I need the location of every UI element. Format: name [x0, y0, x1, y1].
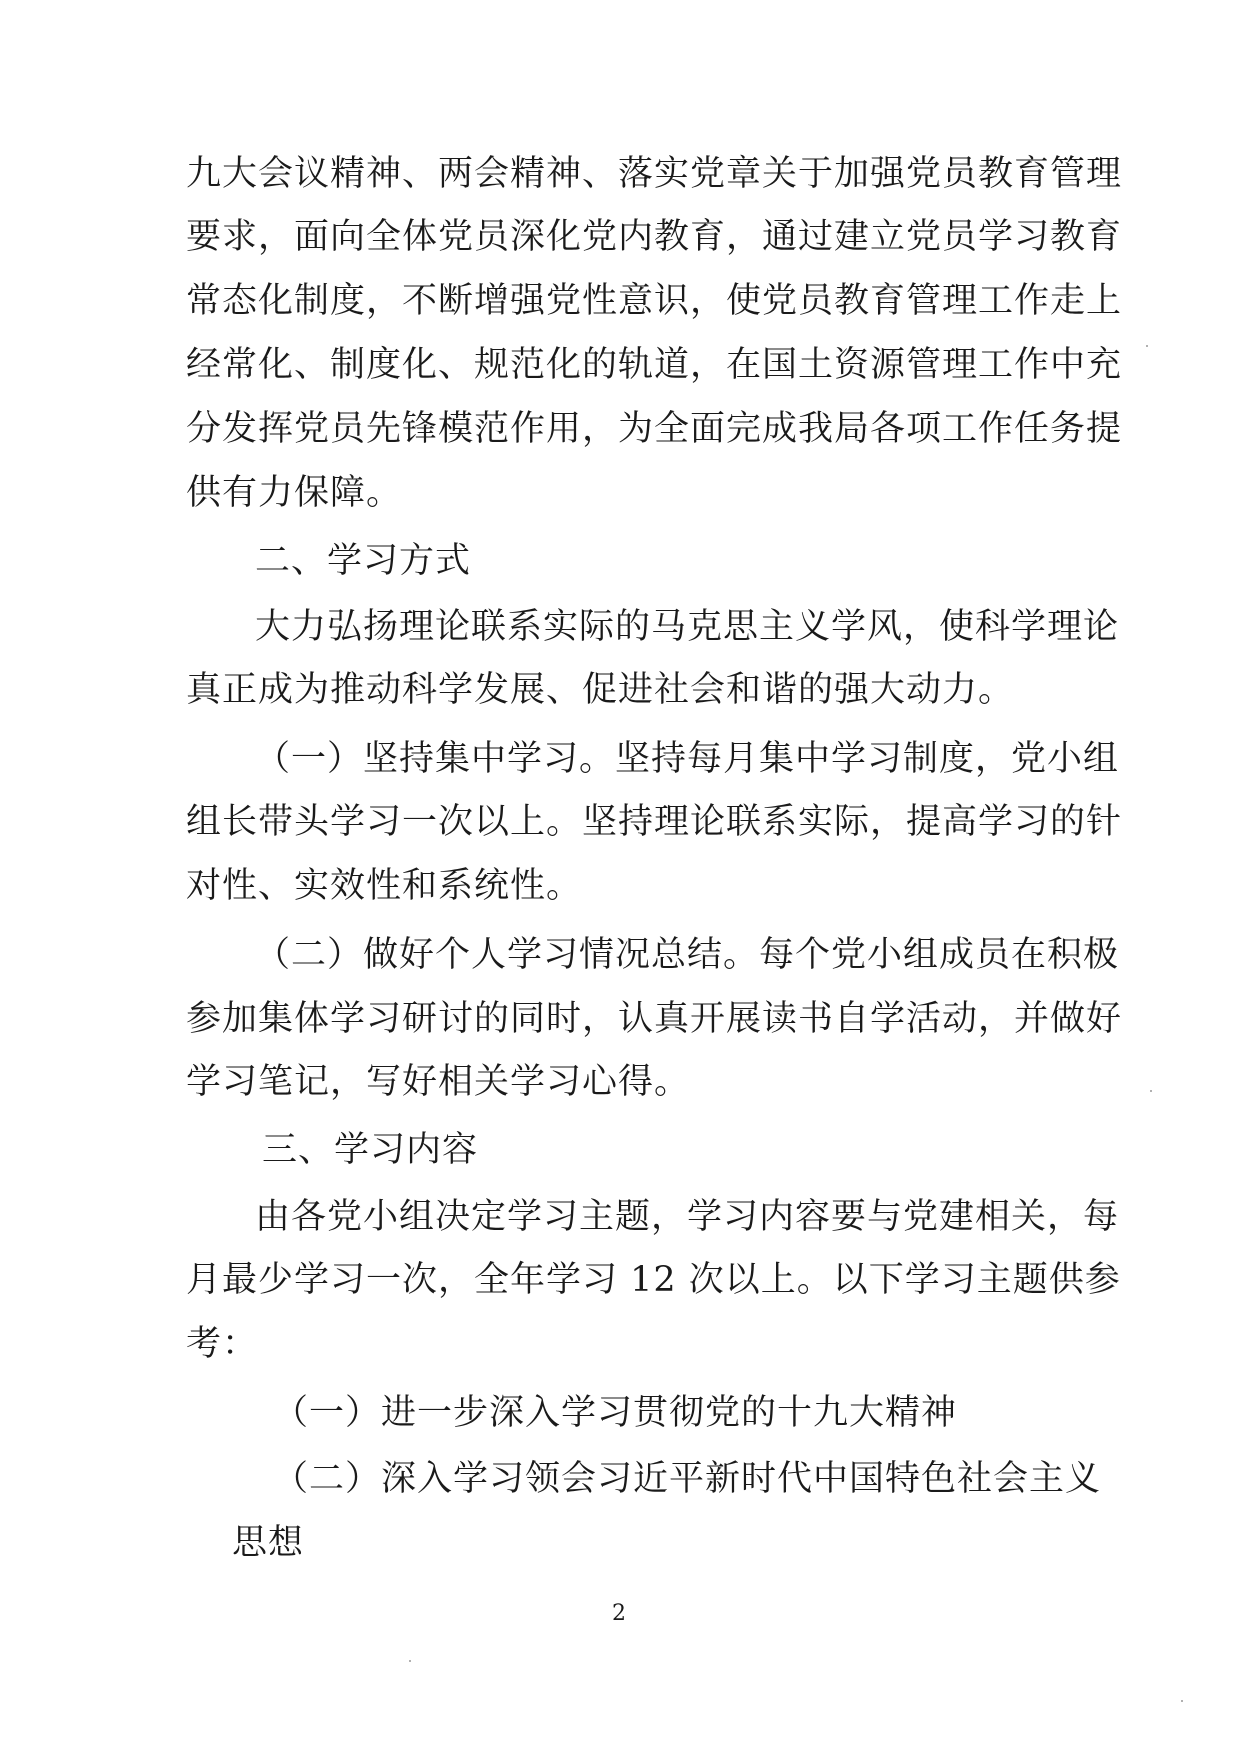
paragraph-line: 考： — [186, 1324, 259, 1364]
page-number: 2 — [612, 1601, 626, 1626]
paragraph-line: 组长带头学习一次以上。坚持理论联系实际，提高学习的针 — [186, 802, 1123, 842]
study-topic-continuation: 思想 — [232, 1523, 305, 1563]
scan-speck — [409, 1660, 411, 1662]
paragraph-line: 由各党小组决定学习主题，学习内容要与党建相关，每 — [255, 1197, 1120, 1237]
study-topic-item: （一）进一步深入学习贯彻党的十九大精神 — [273, 1393, 958, 1433]
paragraph-line: 对性、实效性和系统性。 — [186, 866, 583, 906]
scan-speck — [1150, 1090, 1152, 1092]
paragraph-line: 学习笔记，写好相关学习心得。 — [186, 1062, 691, 1102]
paragraph-line: 大力弘扬理论联系实际的马克思主义学风，使科学理论 — [255, 607, 1120, 647]
study-topic-item: （二）深入学习领会习近平新时代中国特色社会主义 — [273, 1459, 1102, 1499]
paragraph-line: 月最少学习一次，全年学习 12 次以上。以下学习主题供参 — [186, 1260, 1121, 1300]
paragraph-line: 参加集体学习研讨的同时，认真开展读书自学活动，并做好 — [186, 999, 1123, 1039]
paragraph-line: （一）坚持集中学习。坚持每月集中学习制度，党小组 — [255, 739, 1120, 779]
section-heading-study-method: 二、学习方式 — [255, 541, 472, 581]
paragraph-line: 分发挥党员先锋模范作用，为全面完成我局各项工作任务提 — [186, 409, 1123, 449]
scan-speck — [1181, 1700, 1183, 1702]
paragraph-line: 真正成为推动科学发展、促进社会和谐的强大动力。 — [186, 670, 1015, 710]
scan-speck — [1146, 345, 1148, 347]
paragraph-line: 九大会议精神、两会精神、落实党章关于加强党员教育管理 — [186, 154, 1123, 194]
paragraph-line: （二）做好个人学习情况总结。每个党小组成员在积极 — [255, 935, 1120, 975]
section-heading-study-content: 三、学习内容 — [262, 1130, 479, 1170]
paragraph-line: 经常化、制度化、规范化的轨道，在国土资源管理工作中充 — [186, 345, 1123, 385]
paragraph-line: 常态化制度，不断增强党性意识，使党员教育管理工作走上 — [186, 281, 1123, 321]
paragraph-line: 供有力保障。 — [186, 473, 403, 513]
paragraph-line: 要求，面向全体党员深化党内教育，通过建立党员学习教育 — [186, 217, 1123, 257]
